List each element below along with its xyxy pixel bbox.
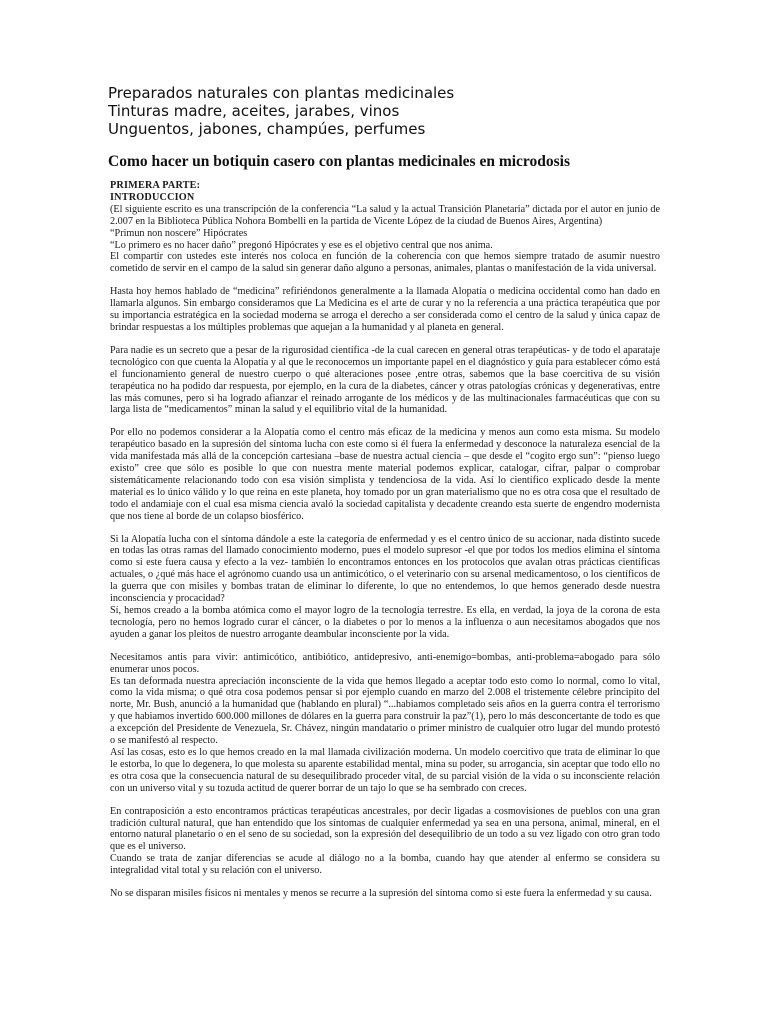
paragraph: Así las cosas, esto es lo que hemos creado en la mal llamada civilización moderna. Un modelo coercitivo que trata de eliminar lo que le estorba, lo que lo degenera, lo que molesta su aparente estabilidad mental, mina su poder, su arrogancia, sin aceptar que todo ello no es otra cosa que la consecuencia natural de su desequilibrado proceder vital, de su parcial visión de la vida o su inconsciente relación con un universo vital y su tozuda actitud de querer borrar de un tajo lo que se ha sembrado con creces. <box>110 746 660 794</box>
paragraph: Es tan deformada nuestra apreciación inconsciente de la vida que hemos llegado a aceptar todo esto como lo normal, como lo vital, como la vida misma; o qué otra cosa podemos pensar si por ejemplo cuando en marzo del 2.008 el tristemente célebre principito del norte, Mr. Bush, anunció a la humanidad que (hablando en plural) “...habiamos completado seis años en la guerra contra el terrorismo y que habiamos invertido 600.000 millones de dólares en la guerra para construir la paz”(1), pero lo más desconcertante de todo es que a excepción del Presidente de Venezuela, Sr. Chávez, ningún mandatario o primer ministro de cualquier otro lugar del mundo protestó o se manifestó al respecto. <box>110 675 660 747</box>
document-body <box>110 180 660 911</box>
intro-line: “Lo primero es no hacer daño” pregonó Hipócrates y ese es el objetivo central que nos anima. <box>110 239 493 251</box>
header-line-3: Unguentos, jabones, champúes, perfumes <box>108 120 426 138</box>
intro-label: INTRODUCCION <box>110 191 195 203</box>
paragraph: Cuando se trata de zanjar diferencias se acude al diálogo no a la bomba, cuando hay que atender al enfermo se considera su integralidad vital total y su relación con el universo. <box>110 853 660 877</box>
document-subtitle: Como hacer un botiquin casero con plantas medicinales en microdosis <box>108 153 571 170</box>
paragraph: Sí, hemos creado a la bomba atómica como el mayor logro de la tecnología terrestre. Es ella, en verdad, la joya de la corona de esta tecnología, pero no hemos logrado curar el cáncer, o la diabetes o por lo menos a la influenza o aun necesitamos abogados que nos ayuden a ganar los pleitos de nuestro arrogante deambular inconsciente por la vida. <box>110 605 660 640</box>
header-line-2: Tinturas madre, aceites, jarabes, vinos <box>108 102 400 120</box>
document-header <box>108 84 454 138</box>
paragraph: En contraposición a esto encontramos prácticas terapéuticas ancestrales, por decir ligadas a cosmovisiones de pueblos con una gran tradición cultural natural, que han entendido que los síntomas de cualquier enfermedad ya sea en una persona, animal, mineral, en el entorno natural planetario o en el seno de su sociedad, son la expresión del desequilibrio de un todo a su vez ligado con otro gran todo que es el universo. <box>110 805 660 853</box>
paragraph: Si la Alopatía lucha con el síntoma dándole a este la categoría de enfermedad y es el centro único de su accionar, nada distinto sucede en todas las otras ramas del llamado conocimiento moderno, pues el modelo supresor -el que por todos los medios elimina el síntoma como si este fuera causa y efecto a la vez- también lo encontramos entonces en los protocolos que avalan otras prácticas científicas actuales, o ¿qué más hace el agrónomo cuando usa un antimicótico, o el veterinario con su arsenal medicamentoso, o los científicos de la guerra que con misiles y bombas tratan de eliminar lo diferente, lo que no entendemos, lo que hemos generado desde nuestra inconsciencia y procacidad? <box>110 533 660 605</box>
intro-line: “Primun non noscere” Hipócrates <box>110 227 248 239</box>
paragraph: No se disparan misiles físicos ni mentales y menos se recurre a la supresión del síntoma como si este fuera la enfermedad y su causa. <box>110 888 652 900</box>
intro-block <box>110 180 660 275</box>
part-label: PRIMERA PARTE: <box>110 180 201 191</box>
paragraph: Necesitamos antis para vivir: antimicótico, antibiótico, antidepresivo, anti-enemigo=bombas, anti-problema=abogado para sólo enumerar unos pocos. <box>110 651 660 675</box>
header-line-1: Preparados naturales con plantas medicinales <box>108 84 455 102</box>
paragraph: Para nadie es un secreto que a pesar de la rigurosidad científica -de la cual carecen en general otras terapéuticas- y de todo el aparataje tecnológico con que cuenta la Alopatía y al que le reconocemos un importante papel en el diagnóstico y guía para establecer cómo está el funcionamiento general de nuestro cuerpo o qué alteraciones posee ,entre otras, sabemos que la base coercitiva de su visión terapéutica no ha podido dar respuesta, por ejemplo, en la cura de la diabetes, cáncer y otras patologías crónicas y degenerativas, entre las más comunes, pero si ha logrado afianzar el reinado arrogante de los médicos y de las multinacionales farmacéuticas que con su larga lista de “medicamentos” minan la salud y el equilibrio vital de la humanidad. <box>110 344 660 416</box>
intro-line: (El siguiente escrito es una transcripción de la conferencia “La salud y la actual Transición Planetaria” dictada por el autor en junio de 2.007 en la Biblioteca Pública Nohora Bombelli en la partida de Vicente López de la ciudad de Buenos Aires, Argentina) <box>110 203 660 227</box>
paragraph: Hasta hoy hemos hablado de “medicina” refiriéndonos generalmente a la llamada Alopatía o medicina occidental como han dado en llamarla algunos. Sin embargo consideramos que La Medicina es el arte de curar y no la referencia a una práctica terapéutica que por su importancia estratégica en la sociedad moderna se arroga el derecho a ser considerada como el centro de la salud y única capaz de brindar respuestas a los múltiples problemas que aquejan a la humanidad y al planeta en general. <box>110 286 660 333</box>
intro-line: El compartir con ustedes este interés nos coloca en función de la coherencia con que hemos siempre tratado de asumir nuestro cometido de servir en el campo de la salud sin generar daño alguno a personas, animales, plantas o manifestación de la vida universal. <box>110 251 660 275</box>
paragraph: Por ello no podemos considerar a la Alopatía como el centro más eficaz de la medicina y menos aun como esta misma. Su modelo terapéutico basado en la supresión del síntoma lucha con este como si él fuera la enfermedad y desconoce la naturaleza esencial de la vida manifestada más allá de la concepción cartesiana –base de nuestra actual ciencia – que desde el “cogito ergo sun”: “pienso luego existo” cree que sólo es posible lo que con nuestra mente material podemos explicar, catalogar, cifrar, palpar o comprobar sistemáticamente relacionando todo con esa visión simplista y tendenciosa de la vida. Así lo científico explicado desde la mente material es lo único válido y lo que reina en este planeta, hoy tomado por un gran materialismo que no es otra cosa que el resultado de todo el andamiaje con el cual esa misma ciencia avaló la sociedad capitalista y decadente creando esta suerte de engendro modernista que nos tiene al borde de un colapso biosférico. <box>110 427 660 522</box>
